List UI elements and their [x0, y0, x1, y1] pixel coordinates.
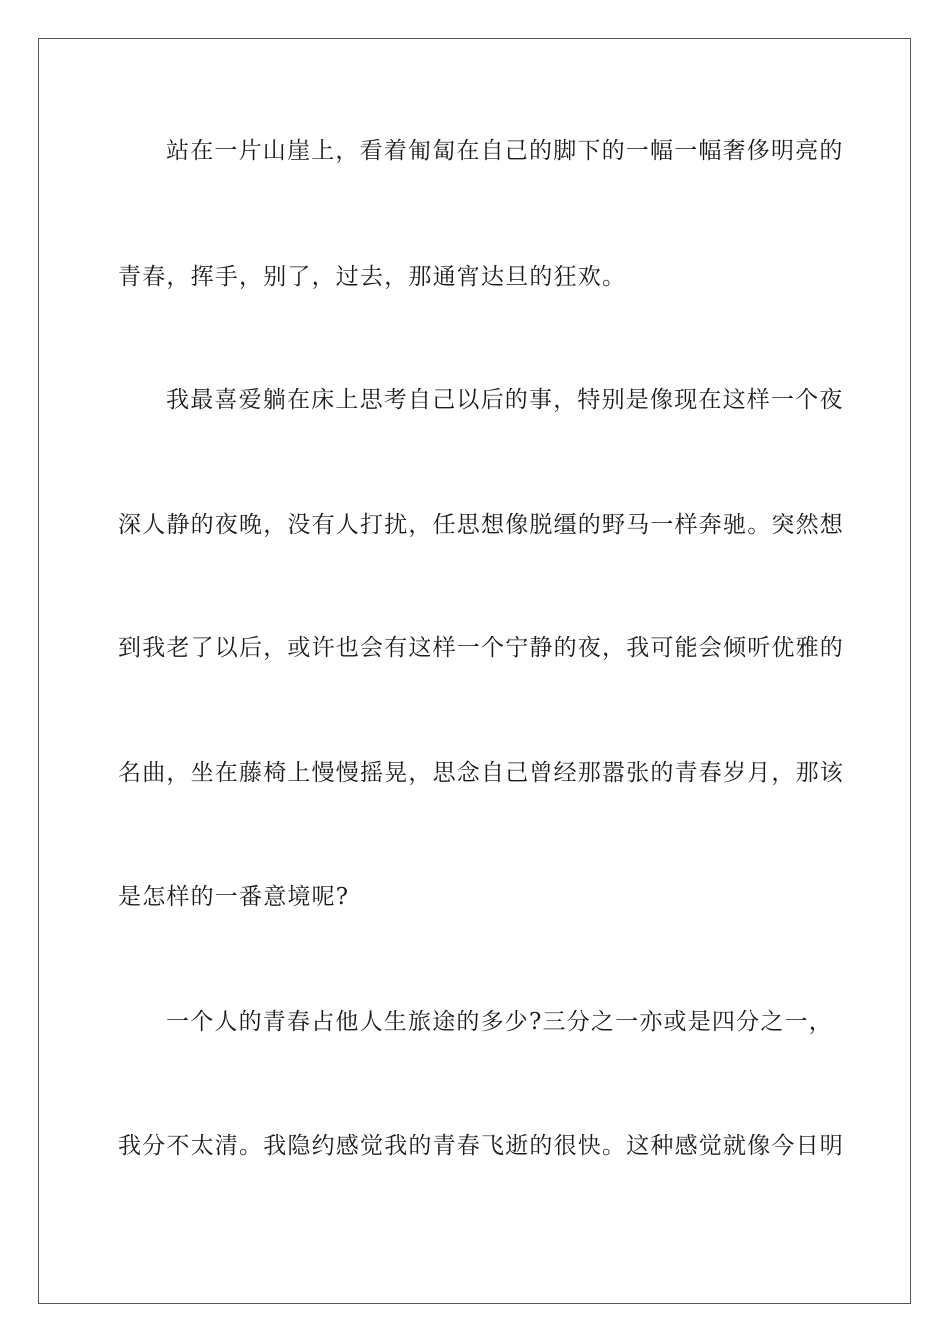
- text-line-6: 名曲，坐在藤椅上慢慢摇晃，思念自己曾经那嚣张的青春岁月，那该: [118, 760, 844, 786]
- text-line-1: 站在一片山崖上，看着匍匐在自己的脚下的一幅一幅奢侈明亮的: [166, 138, 844, 164]
- text-line-7: 是怎样的一番意境呢?: [118, 884, 350, 910]
- page-frame: [38, 38, 911, 1304]
- text-line-2: 青春，挥手，别了，过去，那通宵达旦的狂欢。: [118, 264, 627, 290]
- text-line-3: 我最喜爱躺在床上思考自己以后的事，特别是像现在这样一个夜: [166, 387, 844, 413]
- text-line-5: 到我老了以后，或许也会有这样一个宁静的夜，我可能会倾听优雅的: [118, 635, 844, 661]
- text-line-8: 一个人的青春占他人生旅途的多少?三分之一亦或是四分之一，: [166, 1009, 833, 1035]
- text-line-9: 我分不太清。我隐约感觉我的青春飞逝的很快。这种感觉就像今日明: [118, 1133, 844, 1159]
- text-line-4: 深人静的夜晚，没有人打扰，任思想像脱缰的野马一样奔驰。突然想: [118, 512, 844, 538]
